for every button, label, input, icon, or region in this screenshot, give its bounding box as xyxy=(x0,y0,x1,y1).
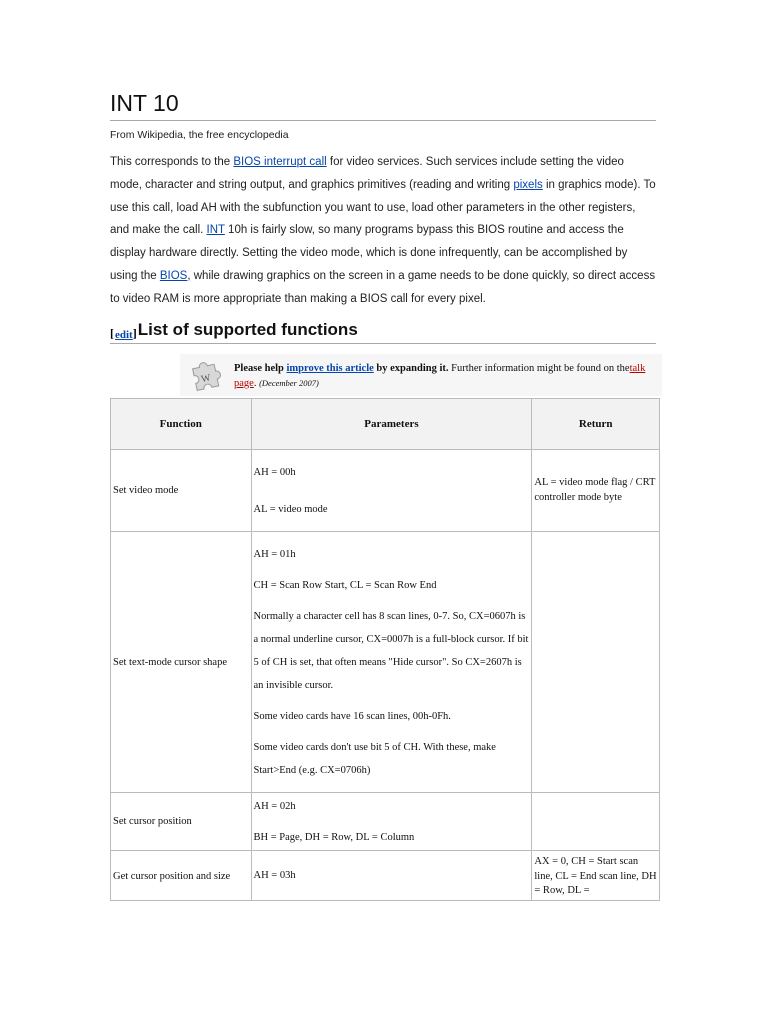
edit-bracket-open: [ xyxy=(110,325,114,340)
table-row xyxy=(111,532,660,793)
notice-period: . xyxy=(253,377,260,389)
expand-notice-box xyxy=(180,354,662,396)
edit-bracket-close: ] xyxy=(132,325,137,340)
param-line: BH = Page, DH = Row, DL = Column xyxy=(253,831,415,843)
functions-table xyxy=(110,398,660,901)
section-title: List of supported functions xyxy=(137,319,358,339)
param-line: Some video cards have 16 scan lines, 00h-0Fh. xyxy=(253,710,451,722)
page-title: INT 10 xyxy=(110,88,656,121)
talk-page-link[interactable]: talk page xyxy=(234,362,646,389)
edit-section-link[interactable]: edit xyxy=(115,328,133,341)
header-parameters: Parameters xyxy=(251,399,532,450)
return-cell xyxy=(532,532,660,793)
function-cell: Set cursor position xyxy=(111,793,252,851)
params-cell xyxy=(251,532,532,793)
intro-text: for video services. Such services include setting the video mode, character and string output, and graphics primitives (reading and writing xyxy=(110,156,624,191)
return-cell xyxy=(532,793,660,851)
return-cell: AX = 0, CH = Start scan line, CL = End scan line, DH = Row, DL = xyxy=(532,851,660,901)
intro-paragraph xyxy=(110,151,656,311)
function-cell: Set text-mode cursor shape xyxy=(111,532,252,793)
section-heading xyxy=(110,319,656,344)
param-line: CH = Scan Row Start, CL = Scan Row End xyxy=(253,579,437,591)
header-return: Return xyxy=(532,399,660,450)
notice-date: (December 2007) xyxy=(259,377,319,388)
tagline: From Wikipedia, the free encyclopedia xyxy=(110,129,289,141)
bios-link[interactable]: BIOS xyxy=(159,269,188,282)
return-cell: AL = video mode flag / CRT controller mode byte xyxy=(532,450,660,532)
intro-text: in graphics mode). To use this call, load AH with the subfunction you want to use, load other parameters in the other registers, and make the call. xyxy=(110,178,656,237)
notice-expanding: by expanding it. xyxy=(373,362,449,374)
param-line: Normally a character cell has 8 scan lines, 0-7. So, CX=0607h is a normal underline cursor, CX=0007h is a full-block cursor. If bit 5 of CH is set, that often means "Hide cursor". So CX=2607h is an invisible cursor. xyxy=(253,610,529,691)
puzzle-piece-icon xyxy=(180,354,234,394)
table-row xyxy=(111,450,660,532)
notice-further: Further information might be found on the xyxy=(448,362,630,374)
table-row xyxy=(111,851,660,901)
bios-interrupt-call-link[interactable]: BIOS interrupt call xyxy=(233,156,327,168)
params-cell xyxy=(251,450,532,532)
param-line: AH = 02h xyxy=(253,800,296,812)
pixels-link[interactable]: pixels xyxy=(513,178,543,191)
intro-text: This corresponds to the xyxy=(110,156,234,168)
svg-text:W: W xyxy=(200,372,212,385)
params-cell xyxy=(251,793,532,851)
param-line: AH = 03h xyxy=(253,869,296,881)
intro-text: 10h is fairly slow, so many programs bypass this BIOS routine and access the display hardware directly. Setting the video mode, which is done infrequently, can be accomplished by using the xyxy=(110,224,628,282)
puzzle-piece-icon xyxy=(180,354,234,394)
params-cell xyxy=(251,851,532,901)
param-line: Some video cards don't use bit 5 of CH. With these, make Start>End (e.g. CX=0706h) xyxy=(253,741,496,776)
table-row xyxy=(111,793,660,851)
param-line: AL = video mode xyxy=(253,503,328,515)
intro-text: , while drawing graphics on the screen in a game needs to be done quickly, so direct access to video RAM is more appropriate than making a BIOS call for every pixel. xyxy=(110,269,656,305)
function-cell: Set video mode xyxy=(111,450,252,532)
param-line: AH = 00h xyxy=(253,466,296,478)
param-line: AH = 01h xyxy=(253,548,296,560)
notice-text xyxy=(234,354,662,391)
table-header-row xyxy=(111,399,660,450)
int-link[interactable]: INT xyxy=(206,224,225,237)
function-cell: Get cursor position and size xyxy=(111,851,252,901)
header-function: Function xyxy=(111,399,252,450)
article xyxy=(110,88,656,396)
notice-please-help: Please help xyxy=(234,362,287,374)
improve-article-link[interactable]: improve this article xyxy=(286,362,374,374)
